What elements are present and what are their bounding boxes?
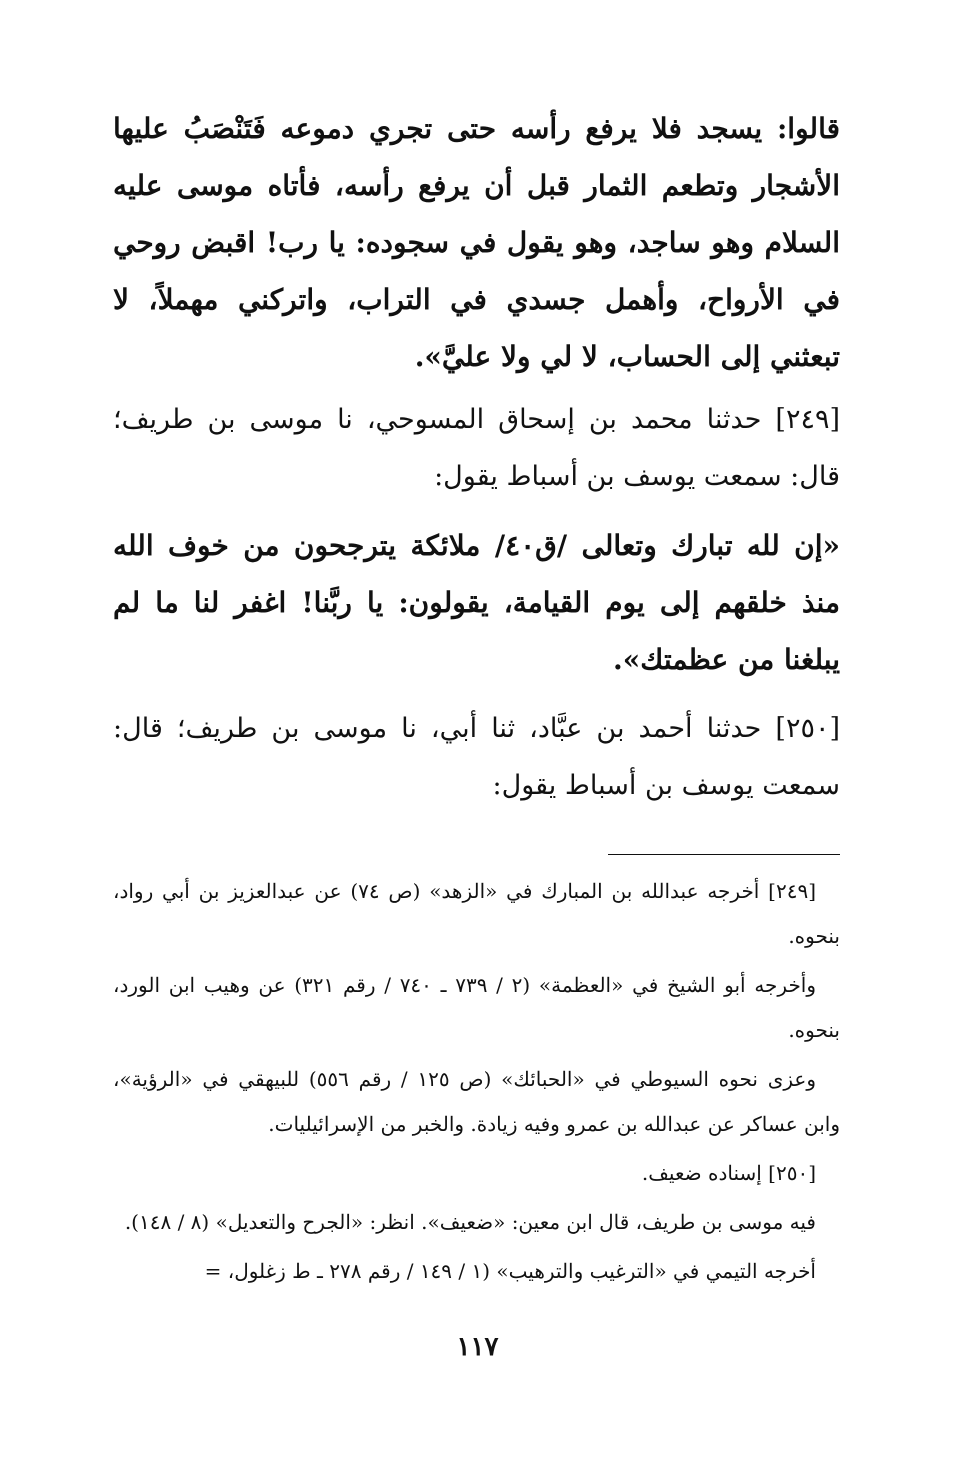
footnote-250-a: [٢٥٠] إسناده ضعيف. bbox=[641, 1161, 816, 1185]
footnote-250-b: فيه موسى بن طريف، قال ابن معين: «ضعيف». انظر: «الجرح والتعديل» (٨ / ١٤٨). bbox=[124, 1210, 816, 1234]
body-paragraph-hadith-250: [٢٥٠] حدثنا أحمد بن عبَّاد، ثنا أبي، نا موسى بن طريف؛ قال: سمعت يوسف بن أسباط يقول: bbox=[113, 713, 840, 801]
footnote-249-a: [٢٤٩] أخرجه عبدالله بن المبارك في «الزهد» (ص ٧٤) عن عبدالعزيز بن أبي رواد، بنحوه. bbox=[113, 879, 840, 948]
page-number: ١١٧ bbox=[456, 1332, 499, 1362]
footnotes bbox=[113, 869, 840, 1294]
body-paragraph-2: «إن لله تبارك وتعالى /ق٤٠/ ملائكة يترجحون من خوف الله منذ خلقهم إلى يوم القيامة، يقولون: يا ربَّنا! اغفر لنا ما لم يبلغنا من عظمتك». bbox=[113, 529, 840, 676]
body-paragraph-hadith-249: [٢٤٩] حدثنا محمد بن إسحاق المسوحي، نا موسى بن طريف؛ قال: سمعت يوسف بن أسباط يقول: bbox=[113, 404, 840, 492]
page-content bbox=[113, 100, 840, 1294]
footnote-divider bbox=[608, 854, 840, 855]
footnote-249-c: وعزى نحوه السيوطي في «الحبائك» (ص ١٢٥ / رقم ٥٥٦) للبيهقي في «الرؤية»، وابن عساكر عن عبدالله بن عمرو وفيه زيادة. والخبر من الإسرائيليات. bbox=[113, 1067, 840, 1136]
body-paragraph-1: قالوا: يسجد فلا يرفع رأسه حتى تجري دموعه فَتَنْصَبُ عليها الأشجار وتطعم الثمار قبل أن يرفع رأسه، فأتاه موسى عليه السلام وهو ساجد، وهو يقول في سجوده: يا رب! اقبض روحي في الأرواح، وأهمل جسدي في التراب، واتركني مهملاً، لا تبعثني إلى الحساب، لا لي ولا عليَّ». bbox=[113, 112, 840, 373]
footnote-250-c: أخرجه التيمي في «الترغيب والترهيب» (١ / ١٤٩ / رقم ٢٧٨ ـ ط زغلول، = bbox=[204, 1259, 816, 1283]
footnote-249-b: وأخرجه أبو الشيخ في «العظمة» (٢ / ٧٣٩ ـ ٧٤٠ / رقم ٣٢١) عن وهيب ابن الورد، بنحوه. bbox=[113, 973, 840, 1042]
